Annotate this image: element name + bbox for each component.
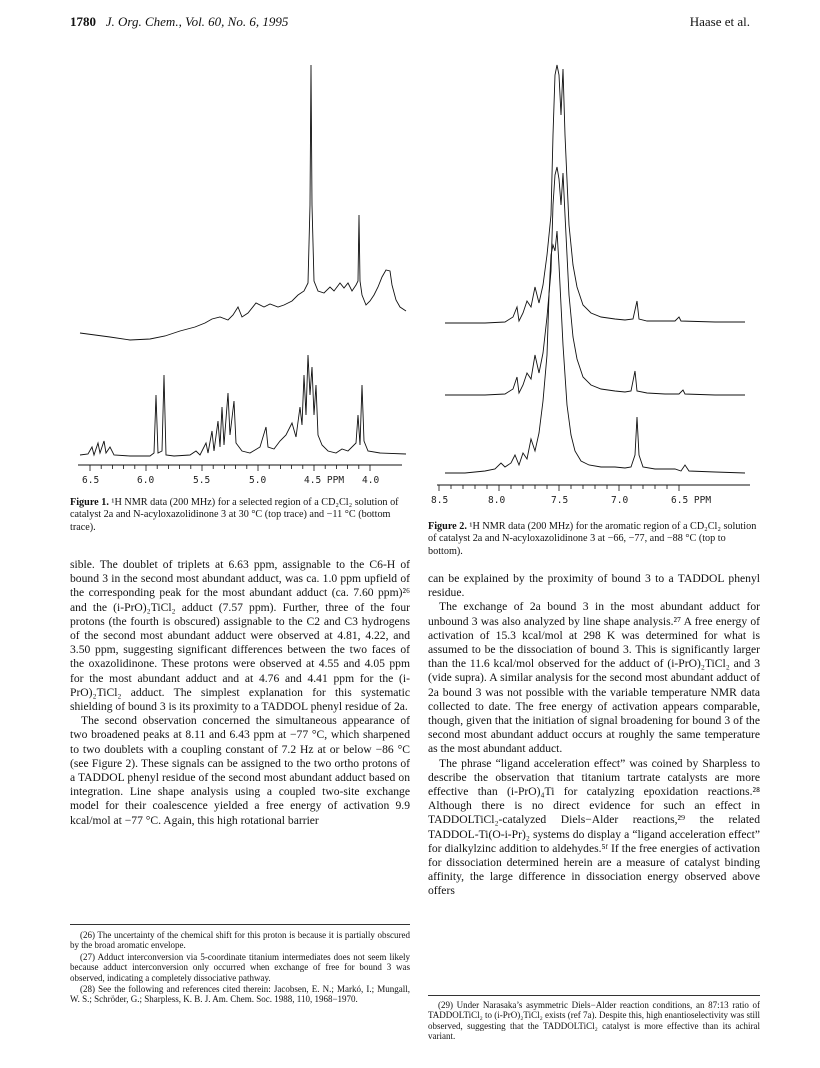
body-paragraph: The exchange of 2a bound 3 in the most abundant adduct for unbound 3 was also analyzed by line shape analysis.²⁷ A free energy of activation of 15.3 kcal/mol at 298 K was determined for what is assumed to be the dissociation of bound 3. This is significantly larger than the 11.6 kcal/mol observed for the adduct of (i-PrO)₂TiCl₂ and 3 (vide supra). A similar analysis for the second most abundant adduct of 2a bound 3 was not possible with the variable temperature NMR data collected to date. The free energy of activation appears comparable, though, given that the initiation of signal broadening for bound 3 of the second most abundant adduct occurs at roughly the same temperature as the most abundant adduct. bbox=[428, 600, 760, 756]
figure-1-tick-label: 6.5 bbox=[82, 475, 100, 486]
body-paragraph: can be explained by the proximity of bound 3 to a TADDOL phenyl residue. bbox=[428, 572, 760, 600]
figure-2-tick-label: 6.5 PPM bbox=[671, 495, 712, 506]
figure-2-trace-3 bbox=[445, 231, 745, 473]
figure-1-tick-label: 5.0 bbox=[249, 475, 267, 486]
figure-1-bottom-trace bbox=[80, 355, 406, 456]
figure-2-axis-ticks bbox=[439, 485, 679, 491]
body-paragraph: sible. The doublet of triplets at 6.63 ppm, assignable to the C6-H of bound 3 in the second most abundant adduct, was ca. 1.0 ppm upfield of the corresponding peak for the most abundant adduct (ca. 7.60 ppm)²⁶ and the (i-PrO)₂TiCl₂ adduct (7.57 ppm). Further, three of the four protons (the fourth is obscured) assignable to the C2 and C3 hydrogens of the second most abundant adduct were observed at 4.81, 4.22, and 3.50 ppm, suggesting significant differences between the two faces of the oxazolidinone. These protons were observed at 4.55 and 4.05 ppm for the most abundant adduct and at 4.76 and 4.41 ppm for the (i-PrO)₂TiCl₂ adduct. The simplest explanation for this systematic shielding of bound 3 is its proximity to a TADDOL phenyl residue of 2a. bbox=[70, 558, 410, 714]
figure-2-caption-label: Figure 2. bbox=[428, 521, 467, 532]
right-footnotes bbox=[428, 1000, 760, 1043]
figure-1-caption bbox=[70, 497, 410, 534]
figure-1-top-trace bbox=[80, 65, 406, 340]
body-paragraph: The second observation concerned the simultaneous appearance of two broadened peaks at 8.11 and 6.43 ppm at −77 °C, which sharpened to two doublets with a coupling constant of 7.2 Hz at or below −86 °C (see Figure 2). These signals can be assigned to the two ortho protons of a TADDOL phenyl residue of the second most abundant adduct based on integration. Line shape analysis using a coupled two-site exchange model for their coalescence yielded a free energy of activation 9.9 kcal/mol at −77 °C. Again, this high rotational barrier bbox=[70, 714, 410, 827]
figure-2-caption bbox=[428, 521, 760, 558]
footnote-rule bbox=[428, 995, 760, 996]
figure-2-caption-text: ¹H NMR data (200 MHz) for the aromatic region of a CD₂Cl₂ solution of catalyst 2a and N-acyloxazolidinone 3 at −66, −77, and −88 °C (top to bottom). bbox=[428, 521, 757, 557]
figure-1-caption-text: ¹H NMR data (200 MHz) for a selected region of a CD₂Cl₂ solution of catalyst 2a and N-acyloxazolidinone 3 at 30 °C (top trace) and −11 °C (bottom trace). bbox=[70, 497, 399, 533]
footnote: (28) See the following and references cited therein: Jacobsen, E. N.; Markó, I.; Mungall, W. S.; Schröder, G.; Sharpless, K. B. J. Am. Chem. Soc. 1988, 110, 1968−1970. bbox=[70, 984, 410, 1005]
figure-2-tick-label: 8.5 bbox=[431, 495, 449, 506]
journal-citation: J. Org. Chem., Vol. 60, No. 6, 1995 bbox=[105, 14, 289, 29]
figure-2-tick-label: 7.0 bbox=[611, 495, 629, 506]
figure-1-nmr-spectrum bbox=[70, 55, 410, 490]
running-header-authors: Haase et al. bbox=[689, 14, 750, 29]
figure-2-nmr-spectrum bbox=[425, 55, 765, 510]
figure-1-tick-label: 5.5 bbox=[193, 475, 211, 486]
footnote: (29) Under Narasaka’s asymmetric Diels−Alder reaction conditions, an 87:13 ratio of TADDOLTiCl₂ to (i-PrO)₂TiCl₂ exists (ref 7a). Despite this, high enantioselectivity was still observed, suggesting that the TADDOLTiCl₂ catalyst is more effective than its achiral variant. bbox=[428, 1000, 760, 1042]
body-paragraph: The phrase “ligand acceleration effect” was coined by Sharpless to describe the observation that titanium tartrate catalysts are more effective than (i-PrO)₄Ti for catalyzing epoxidation reactions.²⁸ Although there is no direct evidence for such an effect in TADDOLTiCl₂-catalyzed Diels−Alder reactions,²⁹ the related TADDOL-Ti(O-i-Pr)₂ systems do display a “ligand acceleration effect” for dialkylzinc addition to aldehydes.⁵ᶠ If the free energies of activation for dissociation determined herein are a measure of catalyst binding affinity, the large difference in dissociation energy observed above offers bbox=[428, 756, 760, 898]
footnote: (27) Adduct interconversion via 5-coordinate titanium intermediates does not seem likely because adduct interconversion only occurred when exchange of free for bound 3 was observed, indicating a completely dissociative pathway. bbox=[70, 951, 410, 983]
running-header-left bbox=[70, 14, 288, 30]
figure-2-tick-label: 8.0 bbox=[488, 495, 506, 506]
figure-1-tick-label: 6.0 bbox=[137, 475, 155, 486]
figure-1-axis-ticks bbox=[90, 465, 370, 471]
left-footnotes bbox=[70, 930, 410, 1006]
footnote-rule bbox=[70, 924, 410, 925]
right-column-body bbox=[428, 572, 760, 899]
figure-2-tick-label: 7.5 bbox=[551, 495, 569, 506]
page-number: 1780 bbox=[70, 14, 96, 29]
figure-1-caption-label: Figure 1. bbox=[70, 497, 109, 508]
figure-2-trace-1 bbox=[445, 65, 745, 323]
footnote: (26) The uncertainty of the chemical shift for this proton is because it is partially obscured by the broad aromatic envelope. bbox=[70, 930, 410, 951]
left-column-body bbox=[70, 558, 410, 828]
figure-2-trace-2 bbox=[445, 167, 745, 395]
figure-1-tick-label: 4.0 bbox=[362, 475, 380, 486]
figure-1-tick-label: 4.5 PPM bbox=[304, 475, 345, 486]
